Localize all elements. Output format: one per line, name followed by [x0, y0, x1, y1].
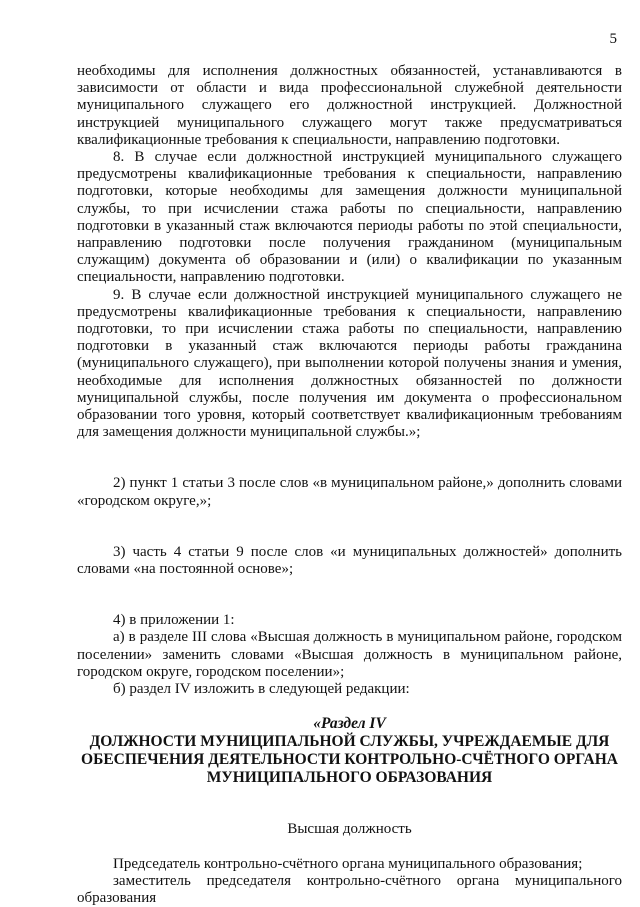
amendment-2: 2) пункт 1 статьи 3 после слов «в муниципальном районе,» дополнить словами «городском округе,»;	[77, 475, 622, 509]
amendment-4-intro: 4) в приложении 1:	[113, 612, 235, 629]
paragraph-item-9: 9. В случае если должностной инструкцией муниципального служащего не предусмотрены квалификационные требования к специальности, направлению подготовки, то при исчислении стажа работы по специальности, направлению подготовки в указанный стаж включаются периоды работы гражданина (муниципального служащего), при выполнении которой получены знания и умения, необходимые для исполнения должностных обязанностей по должности муниципальной службы, после получения им документа о профессиональном образовании того уровня, который соответствует квалификационным требованиям для замещения должности муниципальной службы.»;	[77, 286, 622, 441]
position-item: заместитель председателя контрольно-счётного органа муниципального образования	[77, 872, 622, 906]
amendment-3: 3) часть 4 статьи 9 после слов «и муниципальных должностей» дополнить словами «на постоянной основе»;	[77, 543, 622, 578]
section-label: «Раздел IV	[313, 715, 386, 733]
section-title: ДОЛЖНОСТИ МУНИЦИПАЛЬНОЙ СЛУЖБЫ, УЧРЕЖДАЕМЫЕ ДЛЯ ОБЕСПЕЧЕНИЯ ДЕЯТЕЛЬНОСТИ КОНТРОЛЬНО-СЧЁТНОГО ОРГАНА МУНИЦИПАЛЬНОГО ОБРАЗОВАНИЯ	[81, 733, 618, 787]
page-number: 5	[609, 31, 617, 47]
amendment-4-item-b: б) раздел IV изложить в следующей редакции:	[113, 681, 410, 698]
document-body	[77, 63, 622, 907]
paragraph-item-8: 8. В случае если должностной инструкцией муниципального служащего предусмотрены квалификационные требования к специальности, направлению подготовки, которые необходимы для замещения должности муниципальной службы, то при исчислении стажа работы по специальности, направлению подготовки в указанный стаж включаются периоды работы по этой специальности, направлению подготовки после получения гражданином (муниципальным служащим) документа об образовании и (или) о квалификации по указанным специальности, направлению подготовки.	[77, 149, 622, 286]
paragraph-continuation: необходимы для исполнения должностных обязанностей, устанавливаются в зависимости от области и вида профессиональной служебной деятельности муниципального служащего его должностной инструкцией. Должностной инструкцией муниципального служащего могут также предусматриваться квалификационные требования к специальности, направлению подготовки.	[77, 63, 622, 148]
position-category: Высшая должность	[287, 821, 412, 838]
amendment-4-item-a: а) в разделе III слова «Высшая должность в муниципальном районе, городском поселении» заменить словами «Высшая должность в муниципальном районе, городском округе, городском поселении»;	[77, 629, 622, 680]
position-item: Председатель контрольно-счётного органа муниципального образования;	[113, 855, 583, 872]
